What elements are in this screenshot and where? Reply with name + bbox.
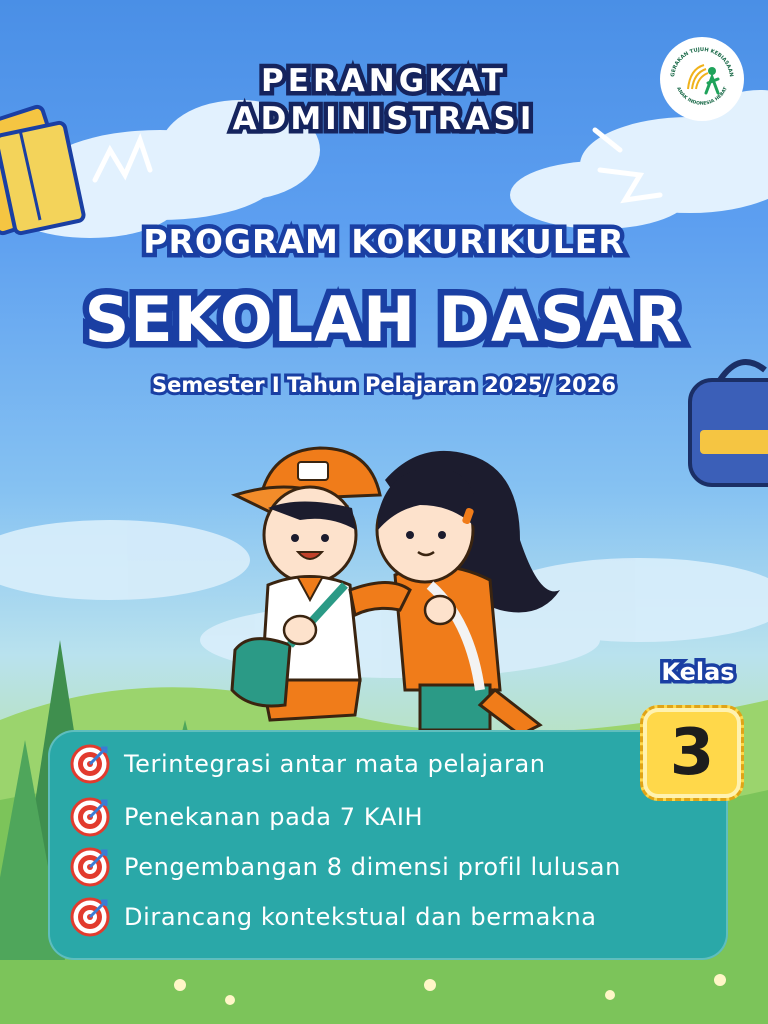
target-icon <box>70 797 110 837</box>
target-icon <box>70 897 110 937</box>
feature-label: Dirancang kontekstual dan bermakna <box>124 903 597 931</box>
feature-item <box>70 740 546 788</box>
header-line-2: ADMINISTRASI <box>232 101 536 137</box>
target-icon <box>70 744 110 784</box>
header-line-1: PERANGKAT <box>261 63 507 99</box>
kelas-badge <box>640 705 744 801</box>
header-title <box>0 62 768 138</box>
feature-item <box>70 793 423 841</box>
feature-label: Penekanan pada 7 KAIH <box>124 803 424 831</box>
feature-label: Terintegrasi antar mata pelajaran <box>124 750 546 778</box>
feature-label: Pengembangan 8 dimensi profil lulusan <box>124 853 621 881</box>
svg-text:ANAK INDONESIA HEBAT: ANAK INDONESIA HEBAT <box>675 86 729 107</box>
feature-item <box>70 893 597 941</box>
feature-item <box>70 843 621 891</box>
program-title: PROGRAM KOKURIKULER <box>143 222 625 261</box>
children-illustration <box>232 448 560 735</box>
school-level-title: SEKOLAH DASAR <box>84 283 684 356</box>
kelas-label: Kelas <box>661 658 735 686</box>
svg-text:GERAKAN TUJUH KEBIASAAN: GERAKAN TUJUH KEBIASAAN <box>670 46 734 78</box>
kelas-number: 3 <box>669 716 715 790</box>
target-icon <box>70 847 110 887</box>
semester-subtitle: Semester I Tahun Pelajaran 2025/ 2026 <box>151 373 617 397</box>
